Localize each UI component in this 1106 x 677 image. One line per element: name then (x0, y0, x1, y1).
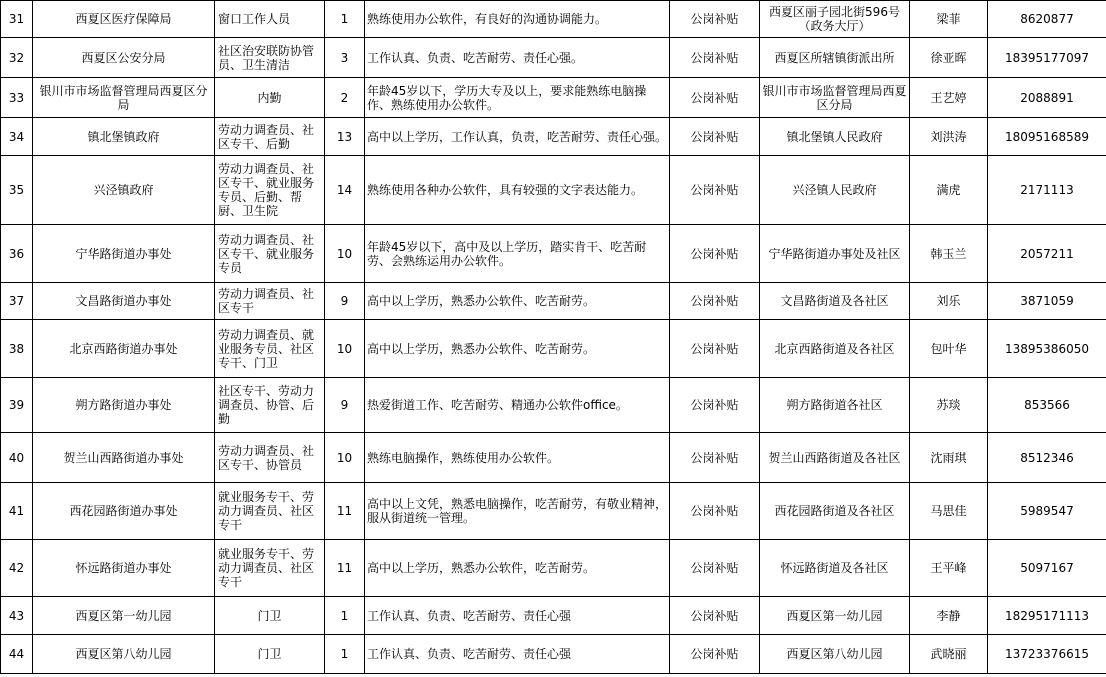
row-number: 35 (1, 156, 33, 225)
phone-number: 3871059 (988, 283, 1106, 320)
headcount: 1 (325, 635, 365, 674)
headcount: 1 (325, 1, 365, 38)
work-location: 银川市市场监督管理局西夏区分局 (760, 78, 910, 118)
contact-person: 马思佳 (910, 483, 988, 540)
contact-person: 梁菲 (910, 1, 988, 38)
headcount: 2 (325, 78, 365, 118)
headcount: 9 (325, 283, 365, 320)
contact-person: 武晓丽 (910, 635, 988, 674)
table-row (1, 378, 1106, 433)
contact-person: 包叶华 (910, 320, 988, 378)
contact-person: 王艺婷 (910, 78, 988, 118)
job-type: 公岗补贴 (670, 156, 760, 225)
row-number: 42 (1, 540, 33, 597)
employer-unit: 北京西路街道办事处 (33, 320, 215, 378)
job-type: 公岗补贴 (670, 38, 760, 78)
phone-number: 18395177097 (988, 38, 1106, 78)
position: 门卫 (215, 635, 325, 674)
phone-number: 13723376615 (988, 635, 1106, 674)
row-number: 43 (1, 597, 33, 635)
employer-unit: 西夏区第一幼儿园 (33, 597, 215, 635)
table-row (1, 433, 1106, 483)
contact-person: 王平峰 (910, 540, 988, 597)
position: 就业服务专干、劳动力调查员、社区专干 (215, 483, 325, 540)
table-row (1, 483, 1106, 540)
contact-person: 刘乐 (910, 283, 988, 320)
headcount: 13 (325, 118, 365, 156)
job-type: 公岗补贴 (670, 283, 760, 320)
requirements: 高中以上学历，熟悉办公软件，吃苦耐劳。 (365, 540, 670, 597)
headcount: 9 (325, 378, 365, 433)
position: 就业服务专干、劳动力调查员、社区专干 (215, 540, 325, 597)
row-number: 33 (1, 78, 33, 118)
job-type: 公岗补贴 (670, 378, 760, 433)
job-type: 公岗补贴 (670, 635, 760, 674)
row-number: 36 (1, 225, 33, 283)
work-location: 西花园路街道及各社区 (760, 483, 910, 540)
work-location: 北京西路街道及各社区 (760, 320, 910, 378)
contact-person: 李静 (910, 597, 988, 635)
phone-number: 8512346 (988, 433, 1106, 483)
phone-number: 18095168589 (988, 118, 1106, 156)
requirements: 高中以上学历，熟悉办公软件、吃苦耐劳。 (365, 283, 670, 320)
phone-number: 5989547 (988, 483, 1106, 540)
table-row (1, 156, 1106, 225)
requirements: 熟练使用办公软件，有良好的沟通协调能力。 (365, 1, 670, 38)
phone-number: 5097167 (988, 540, 1106, 597)
contact-person: 苏琰 (910, 378, 988, 433)
headcount: 10 (325, 320, 365, 378)
job-type: 公岗补贴 (670, 1, 760, 38)
work-location: 朔方路街道各社区 (760, 378, 910, 433)
contact-person: 刘洪涛 (910, 118, 988, 156)
row-number: 34 (1, 118, 33, 156)
phone-number: 18295171113 (988, 597, 1106, 635)
row-number: 40 (1, 433, 33, 483)
requirements: 高中以上学历，熟悉办公软件、吃苦耐劳。 (365, 320, 670, 378)
table-row (1, 597, 1106, 635)
position: 社区专干、劳动力调查员、协管、后勤 (215, 378, 325, 433)
phone-number: 13895386050 (988, 320, 1106, 378)
position: 劳动力调查员、社区专干、就业服务专员 (215, 225, 325, 283)
position: 内勤 (215, 78, 325, 118)
work-location: 贺兰山西路街道及各社区 (760, 433, 910, 483)
position: 门卫 (215, 597, 325, 635)
row-number: 39 (1, 378, 33, 433)
headcount: 14 (325, 156, 365, 225)
position: 劳动力调查员、社区专干 (215, 283, 325, 320)
requirements: 工作认真、负责、吃苦耐劳、责任心强。 (365, 38, 670, 78)
requirements: 年龄45岁以下，学历大专及以上，要求能熟练电脑操作、熟练使用办公软件。 (365, 78, 670, 118)
work-location: 西夏区所辖镇街派出所 (760, 38, 910, 78)
row-number: 38 (1, 320, 33, 378)
work-location: 文昌路街道及各社区 (760, 283, 910, 320)
phone-number: 2171113 (988, 156, 1106, 225)
work-location: 镇北堡镇人民政府 (760, 118, 910, 156)
table-row (1, 118, 1106, 156)
requirements: 工作认真、负责、吃苦耐劳、责任心强 (365, 635, 670, 674)
contact-person: 徐亚晖 (910, 38, 988, 78)
position: 劳动力调查员、社区专干、后勤 (215, 118, 325, 156)
contact-person: 沈雨琪 (910, 433, 988, 483)
job-type: 公岗补贴 (670, 78, 760, 118)
phone-number: 853566 (988, 378, 1106, 433)
job-type: 公岗补贴 (670, 540, 760, 597)
position: 社区治安联防协管员、卫生清洁 (215, 38, 325, 78)
job-type: 公岗补贴 (670, 433, 760, 483)
row-number: 44 (1, 635, 33, 674)
phone-number: 2057211 (988, 225, 1106, 283)
employer-unit: 西夏区医疗保障局 (33, 1, 215, 38)
employer-unit: 怀远路街道办事处 (33, 540, 215, 597)
job-type: 公岗补贴 (670, 597, 760, 635)
headcount: 3 (325, 38, 365, 78)
employer-unit: 西夏区公安分局 (33, 38, 215, 78)
job-type: 公岗补贴 (670, 483, 760, 540)
employer-unit: 贺兰山西路街道办事处 (33, 433, 215, 483)
position: 劳动力调查员、社区专干、就业服务专员、后勤、帮厨、卫生院 (215, 156, 325, 225)
headcount: 10 (325, 433, 365, 483)
employer-unit: 银川市市场监督管理局西夏区分局 (33, 78, 215, 118)
contact-person: 韩玉兰 (910, 225, 988, 283)
employer-unit: 兴泾镇政府 (33, 156, 215, 225)
table-row (1, 78, 1106, 118)
table-row (1, 283, 1106, 320)
job-type: 公岗补贴 (670, 320, 760, 378)
requirements: 工作认真、负责、吃苦耐劳、责任心强 (365, 597, 670, 635)
work-location: 西夏区第一幼儿园 (760, 597, 910, 635)
requirements: 熟练电脑操作，熟练使用办公软件。 (365, 433, 670, 483)
position: 劳动力调查员、就业服务专员、社区专干、门卫 (215, 320, 325, 378)
phone-number: 2088891 (988, 78, 1106, 118)
table-row (1, 38, 1106, 78)
headcount: 10 (325, 225, 365, 283)
employer-unit: 镇北堡镇政府 (33, 118, 215, 156)
requirements: 年龄45岁以下，高中及以上学历，踏实肯干、吃苦耐劳、会熟练运用办公软件。 (365, 225, 670, 283)
requirements: 高中以上文凭，熟悉电脑操作，吃苦耐劳，有敬业精神，服从街道统一管理。 (365, 483, 670, 540)
headcount: 11 (325, 540, 365, 597)
employer-unit: 宁华路街道办事处 (33, 225, 215, 283)
work-location: 怀远路街道及各社区 (760, 540, 910, 597)
row-number: 31 (1, 1, 33, 38)
row-number: 37 (1, 283, 33, 320)
table-row (1, 1, 1106, 38)
table-row (1, 635, 1106, 674)
position: 劳动力调查员、社区专干、协管员 (215, 433, 325, 483)
employer-unit: 西花园路街道办事处 (33, 483, 215, 540)
work-location: 宁华路街道办事处及社区 (760, 225, 910, 283)
headcount: 1 (325, 597, 365, 635)
requirements: 熟练使用各种办公软件，具有较强的文字表达能力。 (365, 156, 670, 225)
table-row (1, 225, 1106, 283)
requirements: 高中以上学历，工作认真，负责，吃苦耐劳、责任心强。 (365, 118, 670, 156)
employer-unit: 朔方路街道办事处 (33, 378, 215, 433)
employer-unit: 西夏区第八幼儿园 (33, 635, 215, 674)
headcount: 11 (325, 483, 365, 540)
work-location: 西夏区丽子园北街596号（政务大厅） (760, 1, 910, 38)
contact-person: 满虎 (910, 156, 988, 225)
table-row (1, 320, 1106, 378)
employer-unit: 文昌路街道办事处 (33, 283, 215, 320)
row-number: 32 (1, 38, 33, 78)
work-location: 西夏区第八幼儿园 (760, 635, 910, 674)
job-type: 公岗补贴 (670, 118, 760, 156)
row-number: 41 (1, 483, 33, 540)
requirements: 热爱街道工作、吃苦耐劳、精通办公软件office。 (365, 378, 670, 433)
job-type: 公岗补贴 (670, 225, 760, 283)
work-location: 兴泾镇人民政府 (760, 156, 910, 225)
table-row (1, 540, 1106, 597)
phone-number: 8620877 (988, 1, 1106, 38)
position: 窗口工作人员 (215, 1, 325, 38)
